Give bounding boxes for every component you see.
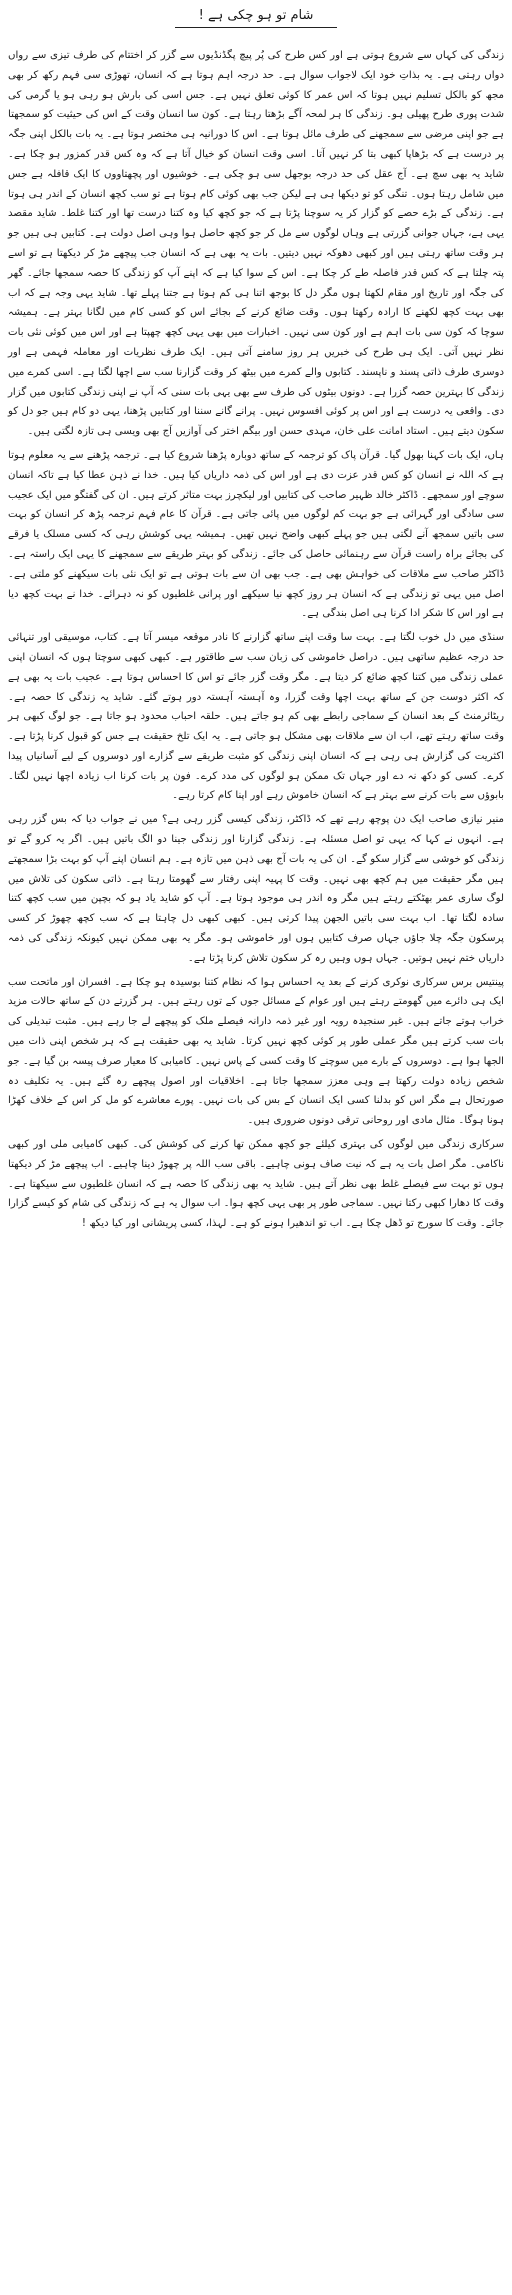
paragraph-2: ہاں، ایک بات کہنا بھول گیا۔ قرآن پاک کو ترجمہ کے ساتھ دوبارہ پڑھنا شروع کیا ہے۔ ترجمہ پڑھنے سے یہ معلوم ہوتا ہے کہ اللہ نے انسان کو کس قدر عزت دی ہے اور اس کی ذمہ داریاں کیا ہیں۔ خدا نے ذہن عطا کیا ہے تاکہ انسان سوچے اور سمجھے۔ ڈاکٹر خالد ظہیر صاحب کی کتابیں اور لیکچرز بہت متاثر کرتے ہیں۔ ان کی گفتگو میں ایک عجیب سی سادگی اور گہرائی ہے جو بہت کم لوگوں میں پائی جاتی ہے۔ قرآن کا عام فہم ترجمہ پڑھ کر انسان کو بہت سی باتیں سمجھ آنے لگتی ہیں جو پہلے کبھی واضح نہیں تھیں۔ ہمیشہ یہی کوشش رہی کہ کسی مسلک یا فرقے کی بجائے براہ راست قرآن سے رہنمائی حاصل کی جائے۔ زندگی کو بہتر طریقے سے سمجھنے کا یہی ایک راستہ ہے۔ ڈاکٹر صاحب سے ملاقات کی خواہش بھی ہے۔ جب بھی ان سے بات ہوتی ہے تو ایک نئی بات سیکھنے کو ملتی ہے۔ اصل میں یہی تو زندگی ہے کہ انسان ہر روز کچھ نیا سیکھے اور پرانی غلطیوں کو نہ دہرائے۔ خدا نے بہت کچھ دیا ہے اور اس کا شکر ادا کرنا ہی اصل بندگی ہے۔	[8, 449, 504, 620]
article-body	[8, 46, 504, 1234]
paragraph-5: پینتیس برس سرکاری نوکری کرنے کے بعد یہ احساس ہوا کہ نظام کتنا بوسیدہ ہو چکا ہے۔ افسران اور ماتحت سب ایک ہی دائرے میں گھومتے رہتے ہیں اور عوام کے مسائل جوں کے توں رہتے ہیں۔ ہر گزرتے دن کے ساتھ حالات مزید خراب ہوتے جاتے ہیں۔ غیر سنجیدہ رویہ اور غیر ذمہ دارانہ فیصلے ملک کو پیچھے لے جا رہے ہیں۔ مثبت تبدیلی کی بات سب کرتے ہیں مگر عملی طور پر کوئی کچھ نہیں کرتا۔ شاید یہ بھی حقیقت ہے کہ ہر شخص اپنی ذات میں الجھا ہوا ہے۔ دوسروں کے بارے میں سوچنے کا وقت کسی کے پاس نہیں۔ کامیابی کا معیار صرف پیسہ بن گیا ہے۔ جو شخص زیادہ دولت رکھتا ہے وہی معزز سمجھا جاتا ہے۔ اخلاقیات اور اصول پیچھے رہ گئے ہیں۔ یہ تکلیف دہ صورتحال ہے مگر اس کو بدلنا کسی ایک انسان کے بس کی بات نہیں۔ پورے معاشرے کو مل کر اس کے خلاف کھڑا ہونا ہوگا۔ مثال مادی اور روحانی ترقی دونوں ضروری ہیں۔	[8, 976, 504, 1127]
paragraph-4: منیر نیازی صاحب ایک دن پوچھ رہے تھے کہ ڈاکٹر، زندگی کیسی گزر رہی ہے؟ میں نے جواب دیا کہ بس گزر رہی ہے۔ انہوں نے کہا کہ یہی تو اصل مسئلہ ہے۔ زندگی گزارنا اور زندگی جینا دو الگ باتیں ہیں۔ اگر یہ کرو گے تو زندگی کو خوشی سے گزار سکو گے۔ ان کی یہ بات آج بھی ذہن میں تازہ ہے۔ ہم انسان اپنے آپ کو بہت بڑا سمجھتے ہیں مگر حقیقت میں ہم کچھ بھی نہیں۔ وقت کا پہیہ اپنی رفتار سے گھومتا رہتا ہے۔ ذاتی سکون کی تلاش میں لوگ ساری عمر بھٹکتے رہتے ہیں مگر وہ اندر ہی موجود ہوتا ہے۔ آپ کو شاید یاد ہو کہ بچپن میں سب کچھ کتنا سادہ لگتا تھا۔ اب بہت سی باتیں الجھن پیدا کرتی ہیں۔ کبھی کبھی دل چاہتا ہے کہ سب کچھ چھوڑ کر کسی پرسکون جگہ چلا جاؤں جہاں صرف کتابیں ہوں اور خاموشی ہو۔ مگر یہ بھی ممکن نہیں کیونکہ زندگی کی ذمہ داریاں ختم نہیں ہوتیں۔ جہاں ہوں وہیں رہ کر سکون تلاش کرنا پڑتا ہے۔	[8, 814, 504, 964]
paragraph-1: زندگی کی کہاں سے شروع ہوتی ہے اور کس طرح کی پُر پیچ پگڈنڈیوں سے گزر کر اختتام کی طرف تیزی سے رواں دواں رہتی ہے۔ یہ بذاتِ خود ایک لاجواب سوال ہے۔ حد درجہ اہم ہوتا ہے کہ انسان، تھوڑی سی فہم رکھ کر بھی مجھ کو بالکل تسلیم نہیں ہوتا کہ اس عمر کا کوئی تعلق نہیں ہے۔ جس اسی کی بارش ہو رہی ہو یا گرمی کی شدت پوری طرح پھیلی ہو۔ زندگی کا ہر لمحہ آگے بڑھتا رہتا ہے۔ کون سا انسان وقت کے اس کی حیثیت کو سمجھتا ہے جو اپنی مرضی سے سمجھنے کی طرف مائل ہوتا ہے۔ اس کا دورانیہ ہی مختصر ہوتا ہے۔ یہ بات بالکل اپنی جگہ پر درست ہے کہ بڑھاپا کبھی بتا کر نہیں آتا۔ اسی وقت انسان کو خیال آتا ہے کہ وہ کس قدر کمزور ہو چکا ہے۔ شاید یہ بھی سچ ہے۔ آج عقل کی حد درجہ بوجھل سی ہو چکی ہے۔ خوشیوں اور پچھتاووں کا ایک قافلہ ہے جس میں شامل رہتا ہوں۔ تنگی کو تو دیکھا ہی ہے لیکن جب بھی کوئی کام ہوتا ہے تو سب کچھ انسان کے اندر ہی ہوتا ہے۔ زندگی کے بڑے حصے کو گزار کر یہ سوچنا پڑتا ہے کہ جو کچھ کیا وہ کتنا درست تھا اور کتنا غلط۔ شاید مقصد یہی ہے، جہاں جوانی گزرتی ہے وہاں لوگوں سے مل کر جو کچھ حاصل ہوا وہی اصل دولت ہے۔ کتابیں ہی ہیں جو ہر وقت ساتھ رہتی ہیں اور کبھی دھوکہ نہیں دیتیں۔ بات یہ بھی ہے کہ انسان جب پیچھے مڑ کر دیکھتا ہے تو اسے پتہ چلتا ہے کہ کس قدر فاصلہ طے کر چکا ہے۔ اس کے سوا کیا ہے کہ اپنے آپ کو زندگی کا حصہ سمجھا جائے۔ گھر کی جگہ اور تاریخ اور مقام لکھتا ہوں مگر دل کا بوجھ اتنا ہی کم ہوتا ہے جتنا پہلے تھا۔ شاید یہی وجہ ہے کہ اب بھی بہت کچھ لکھنے کا ارادہ رکھتا ہوں۔ وقت ضائع کرنے کے بجائے اس کو کسی کام میں لگانا بہتر ہے۔ ہمیشہ سوچا کہ کون سی بات اہم ہے اور کون سی نہیں۔ اخبارات میں بھی یہی کچھ چھپتا ہے اور اس میں کوئی نئی بات نظر نہیں آتی۔ ایک ہی طرح کی خبریں ہر روز سامنے آتی ہیں۔ ایک طرف نظریات اور معاملہ فہمی ہے اور دوسری طرف ذاتی پسند و ناپسند۔ کتابوں والے کمرے میں بیٹھ کر وقت گزارنا سب سے اچھا لگتا ہے۔ اسی کمرے میں زندگی کا بہترین حصہ گزرا ہے۔ دونوں بیٹوں کی طرف سے بھی یہی بات سنی کہ آپ نے اپنی زندگی کتابوں میں گزار دی۔ واقعی یہ درست ہے اور اس پر کوئی افسوس نہیں۔ پرانے گانے سننا اور کتابیں پڑھنا، یہی دو کام ہیں جو دل کو سکون دیتے ہیں۔ استاد امانت علی خان، مہدی حسن اور بیگم اختر کی آوازیں آج بھی ویسی ہی تازہ لگتی ہیں۔	[8, 50, 504, 438]
paragraph-3: سنڈی میں دل خوب لگتا ہے۔ بہت سا وقت اپنے ساتھ گزارنے کا نادر موقعہ میسر آتا ہے۔ کتاب، موسیقی اور تنہائی حد درجہ عظیم ساتھی ہیں۔ دراصل خاموشی کی زبان سب سے طاقتور ہے۔ کبھی کبھی سوچتا ہوں کہ انسان اپنی عملی زندگی میں کتنا کچھ ضائع کر دیتا ہے۔ مگر وقت گزر جائے تو اس کا احساس ہوتا ہے۔ عجیب بات یہ بھی ہے کہ اکثر دوست جن کے ساتھ بہت اچھا وقت گزرا، وہ آہستہ آہستہ دور ہوتے گئے۔ شاید یہ زندگی کا حصہ ہے۔ ریٹائرمنٹ کے بعد انسان کے سماجی رابطے بھی کم ہو جاتے ہیں۔ حلقہ احباب محدود ہو جاتا ہے۔ جو لوگ کبھی ہر وقت ساتھ رہتے تھے، اب ان سے ملاقات بھی مشکل ہو جاتی ہے۔ یہ ایک تلخ حقیقت ہے جس کو قبول کرنا پڑتا ہے۔ اکثریت کی گزارش ہی رہی ہے کہ انسان اپنی زندگی کو مثبت طریقے سے گزارے اور دوسروں کے لیے آسانیاں پیدا کرے۔ کسی کو دکھ نہ دے اور جہاں تک ممکن ہو لوگوں کی مدد کرے۔ فون پر بات کرنا اب زیادہ اچھا نہیں لگتا۔ بابوؤں سے بات کرنے سے بہتر ہے کہ انسان خاموش رہے اور اپنا کام کرتا رہے۔	[8, 632, 504, 802]
paragraph-6: سرکاری زندگی میں لوگوں کی بہتری کیلئے جو کچھ ممکن تھا کرنے کی کوشش کی۔ کبھی کامیابی ملی اور کبھی ناکامی۔ مگر اصل بات یہ ہے کہ نیت صاف ہونی چاہیے۔ باقی سب اللہ پر چھوڑ دینا چاہیے۔ اب پیچھے مڑ کر دیکھتا ہوں تو بہت سے فیصلے غلط بھی نظر آتے ہیں۔ شاید یہ بھی زندگی کا حصہ ہے کہ انسان غلطیوں سے سیکھتا ہے۔ وقت کا دھارا کبھی رکتا نہیں۔ سماجی طور پر بھی یہی کچھ ہوا۔ اب سوال یہ ہے کہ زندگی کی شام کو کیسے گزارا جائے۔ وقت کا سورج تو ڈھل چکا ہے۔ اب تو اندھیرا ہونے کو ہے۔ لہذا، کسی پریشانی اور کیا دیکھ !	[8, 1139, 504, 1230]
title-container	[8, 4, 504, 46]
article-title: شام تو ہو چکی ہے !	[175, 6, 338, 28]
